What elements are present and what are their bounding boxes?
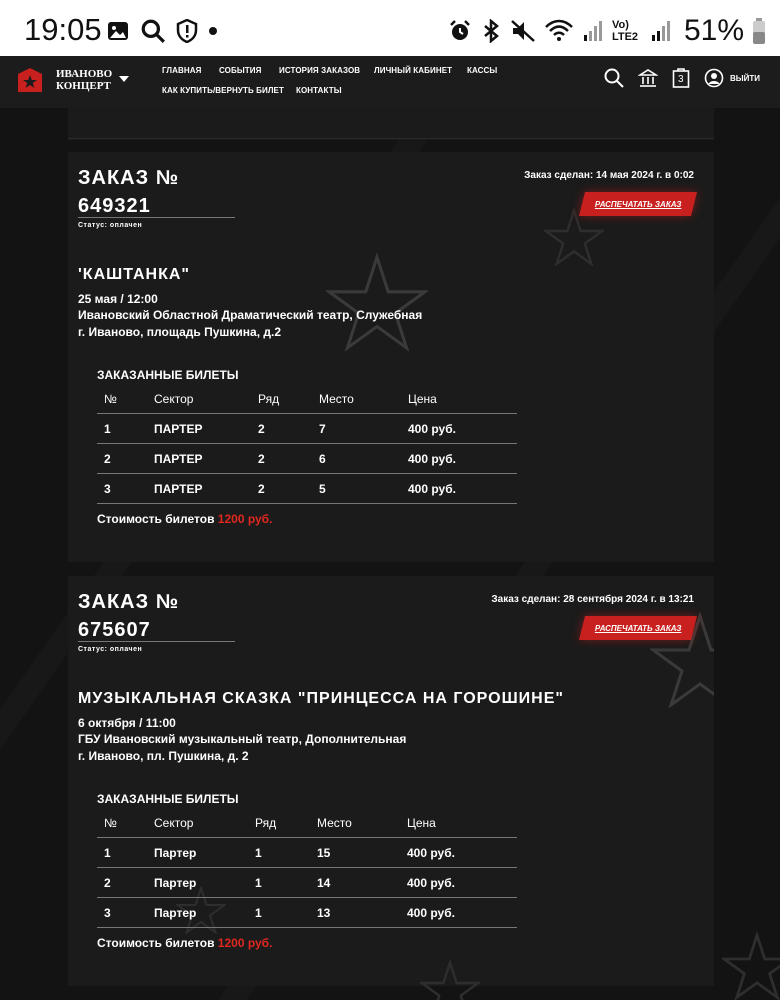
- order-title-label: ЗАКАЗ №: [78, 167, 180, 189]
- event-venue: Ивановский Областной Драматический театр, Служебная: [78, 308, 423, 322]
- cell-seat: 15: [317, 846, 331, 860]
- battery-icon: [752, 18, 766, 44]
- main-content: [0, 108, 780, 1000]
- event-title: 'КАШТАНКА": [78, 266, 190, 283]
- cell-number: 1: [104, 422, 111, 436]
- cell-sector: ПАРТЕР: [154, 452, 203, 466]
- col-seat: Место: [319, 392, 354, 406]
- total-label: Стоимость билетов: [97, 936, 215, 950]
- nav-home[interactable]: ГЛАВНАЯ: [162, 66, 202, 75]
- tickets-table: [97, 808, 517, 928]
- total-value: 1200 руб.: [217, 936, 273, 950]
- cell-seat: 6: [319, 452, 326, 466]
- col-number: №: [104, 392, 117, 406]
- chevron-down-icon[interactable]: [118, 74, 130, 84]
- cell-price: 400 руб.: [407, 846, 455, 860]
- search-icon: [140, 18, 166, 44]
- col-row: Ряд: [258, 392, 280, 406]
- tickets-total: [97, 512, 272, 526]
- search-icon[interactable]: [604, 68, 624, 88]
- order-card: [68, 576, 714, 986]
- cell-price: 400 руб.: [408, 482, 456, 496]
- cell-number: 3: [104, 482, 111, 496]
- cart-count: 3: [678, 74, 684, 85]
- logo-text-2: КОНЦЕРТ: [56, 80, 111, 92]
- star-decoration-icon: [722, 932, 780, 1000]
- logout-link[interactable]: ВЫЙТИ: [730, 73, 760, 83]
- event-venue: ГБУ Ивановский музыкальный театр, Дополнительная: [78, 732, 407, 746]
- status-bar: [0, 0, 780, 56]
- network-label: Vo) LTE2: [611, 19, 639, 43]
- cell-row: 1: [255, 846, 262, 860]
- cell-seat: 5: [319, 482, 326, 496]
- table-row: [97, 838, 517, 868]
- order-card: [68, 152, 714, 562]
- star-decoration-icon: [326, 252, 428, 352]
- order-number: 675607: [78, 619, 151, 641]
- cell-row: 1: [255, 906, 262, 920]
- print-order-label: РАСПЕЧАТАТЬ ЗАКАЗ: [594, 623, 682, 633]
- order-title-label: ЗАКАЗ №: [78, 591, 180, 613]
- order-title: [78, 164, 179, 220]
- site-header: [0, 56, 780, 108]
- nav-box-office[interactable]: КАССЫ: [467, 66, 498, 75]
- print-order-button[interactable]: [579, 616, 697, 640]
- cell-row: 1: [255, 876, 262, 890]
- cell-price: 400 руб.: [407, 876, 455, 890]
- col-row: Ряд: [255, 816, 277, 830]
- cell-seat: 14: [317, 876, 331, 890]
- event-title: МУЗЫКАЛЬНАЯ СКАЗКА "ПРИНЦЕССА НА ГОРОШИНЕ": [78, 690, 564, 707]
- total-label: Стоимость билетов: [97, 512, 215, 526]
- total-value: 1200 руб.: [217, 512, 273, 526]
- gallery-icon: [106, 19, 130, 43]
- cell-number: 2: [104, 876, 111, 890]
- nav-contacts[interactable]: КОНТАКТЫ: [296, 86, 342, 95]
- event-datetime: 6 октября / 11:00: [78, 716, 176, 730]
- cell-price: 400 руб.: [407, 906, 455, 920]
- divider: [78, 641, 235, 642]
- cell-row: 2: [258, 452, 265, 466]
- print-order-button[interactable]: [579, 192, 697, 216]
- cart-icon[interactable]: [672, 68, 690, 88]
- cell-price: 400 руб.: [408, 422, 456, 436]
- cell-number: 1: [104, 846, 111, 860]
- cell-seat: 13: [317, 906, 331, 920]
- cell-seat: 7: [319, 422, 326, 436]
- wifi-icon: [544, 19, 574, 43]
- cell-number: 3: [104, 906, 111, 920]
- theater-building-icon[interactable]: [638, 68, 658, 88]
- logo-text-1: ИВАНОВО: [56, 68, 113, 80]
- order-number: 649321: [78, 195, 151, 217]
- tickets-heading: ЗАКАЗАННЫЕ БИЛЕТЫ: [97, 368, 239, 382]
- print-order-label: РАСПЕЧАТАТЬ ЗАКАЗ: [594, 199, 682, 209]
- tickets-total: [97, 936, 272, 950]
- col-price: Цена: [407, 816, 436, 830]
- star-decoration-icon: [544, 208, 604, 266]
- previous-card-bottom: [68, 108, 714, 140]
- table-row: [97, 868, 517, 898]
- tickets-heading: ЗАКАЗАННЫЕ БИЛЕТЫ: [97, 792, 239, 806]
- order-date: Заказ сделан: 14 мая 2024 г. в 0:02: [524, 170, 694, 181]
- event-address: г. Иваново, пл. Пушкина, д. 2: [78, 749, 249, 763]
- col-seat: Место: [317, 816, 352, 830]
- col-sector: Сектор: [154, 392, 194, 406]
- status-time: 19:05: [24, 12, 102, 47]
- table-row: [97, 414, 517, 444]
- mute-icon: [510, 19, 536, 43]
- order-date: Заказ сделан: 28 сентября 2024 г. в 13:21: [491, 594, 694, 605]
- table-header-row: [97, 384, 517, 414]
- col-sector: Сектор: [154, 816, 194, 830]
- cell-number: 2: [104, 452, 111, 466]
- nav-order-history[interactable]: ИСТОРИЯ ЗАКАЗОВ: [279, 66, 361, 75]
- cell-row: 2: [258, 482, 265, 496]
- battery-percent: 51%: [683, 14, 744, 47]
- table-row: [97, 474, 517, 504]
- order-title: [78, 588, 179, 644]
- alarm-icon: [448, 19, 472, 43]
- star-decoration-icon: [420, 960, 480, 1000]
- nav-account[interactable]: ЛИЧНЫЙ КАБИНЕТ: [374, 66, 453, 75]
- bluetooth-icon: [480, 19, 502, 43]
- cell-row: 2: [258, 422, 265, 436]
- cell-price: 400 руб.: [408, 452, 456, 466]
- cell-sector: Партер: [154, 876, 197, 890]
- user-icon[interactable]: [704, 68, 724, 88]
- nav-how-to-buy[interactable]: КАК КУПИТЬ/ВЕРНУТЬ БИЛЕТ: [162, 86, 284, 95]
- table-header-row: [97, 808, 517, 838]
- cell-sector: ПАРТЕР: [154, 422, 203, 436]
- table-row: [97, 898, 517, 928]
- signal-icon: [582, 19, 604, 43]
- event-address: г. Иваново, площадь Пушкина, д.2: [78, 325, 281, 339]
- table-row: [97, 444, 517, 474]
- divider: [78, 217, 235, 218]
- cell-sector: Партер: [154, 906, 197, 920]
- col-price: Цена: [408, 392, 437, 406]
- col-number: №: [104, 816, 117, 830]
- event-datetime: 25 мая / 12:00: [78, 292, 158, 306]
- order-status: Статус: оплачен: [78, 646, 143, 653]
- nav-events[interactable]: СОБЫТИЯ: [219, 66, 262, 75]
- order-status: Статус: оплачен: [78, 222, 143, 229]
- cell-sector: ПАРТЕР: [154, 482, 203, 496]
- shield-alert-icon: [176, 19, 198, 43]
- site-logo[interactable]: [16, 66, 113, 94]
- dot-icon: [208, 26, 218, 36]
- cell-sector: Партер: [154, 846, 197, 860]
- signal-icon-2: [650, 19, 672, 43]
- tickets-table: [97, 384, 517, 504]
